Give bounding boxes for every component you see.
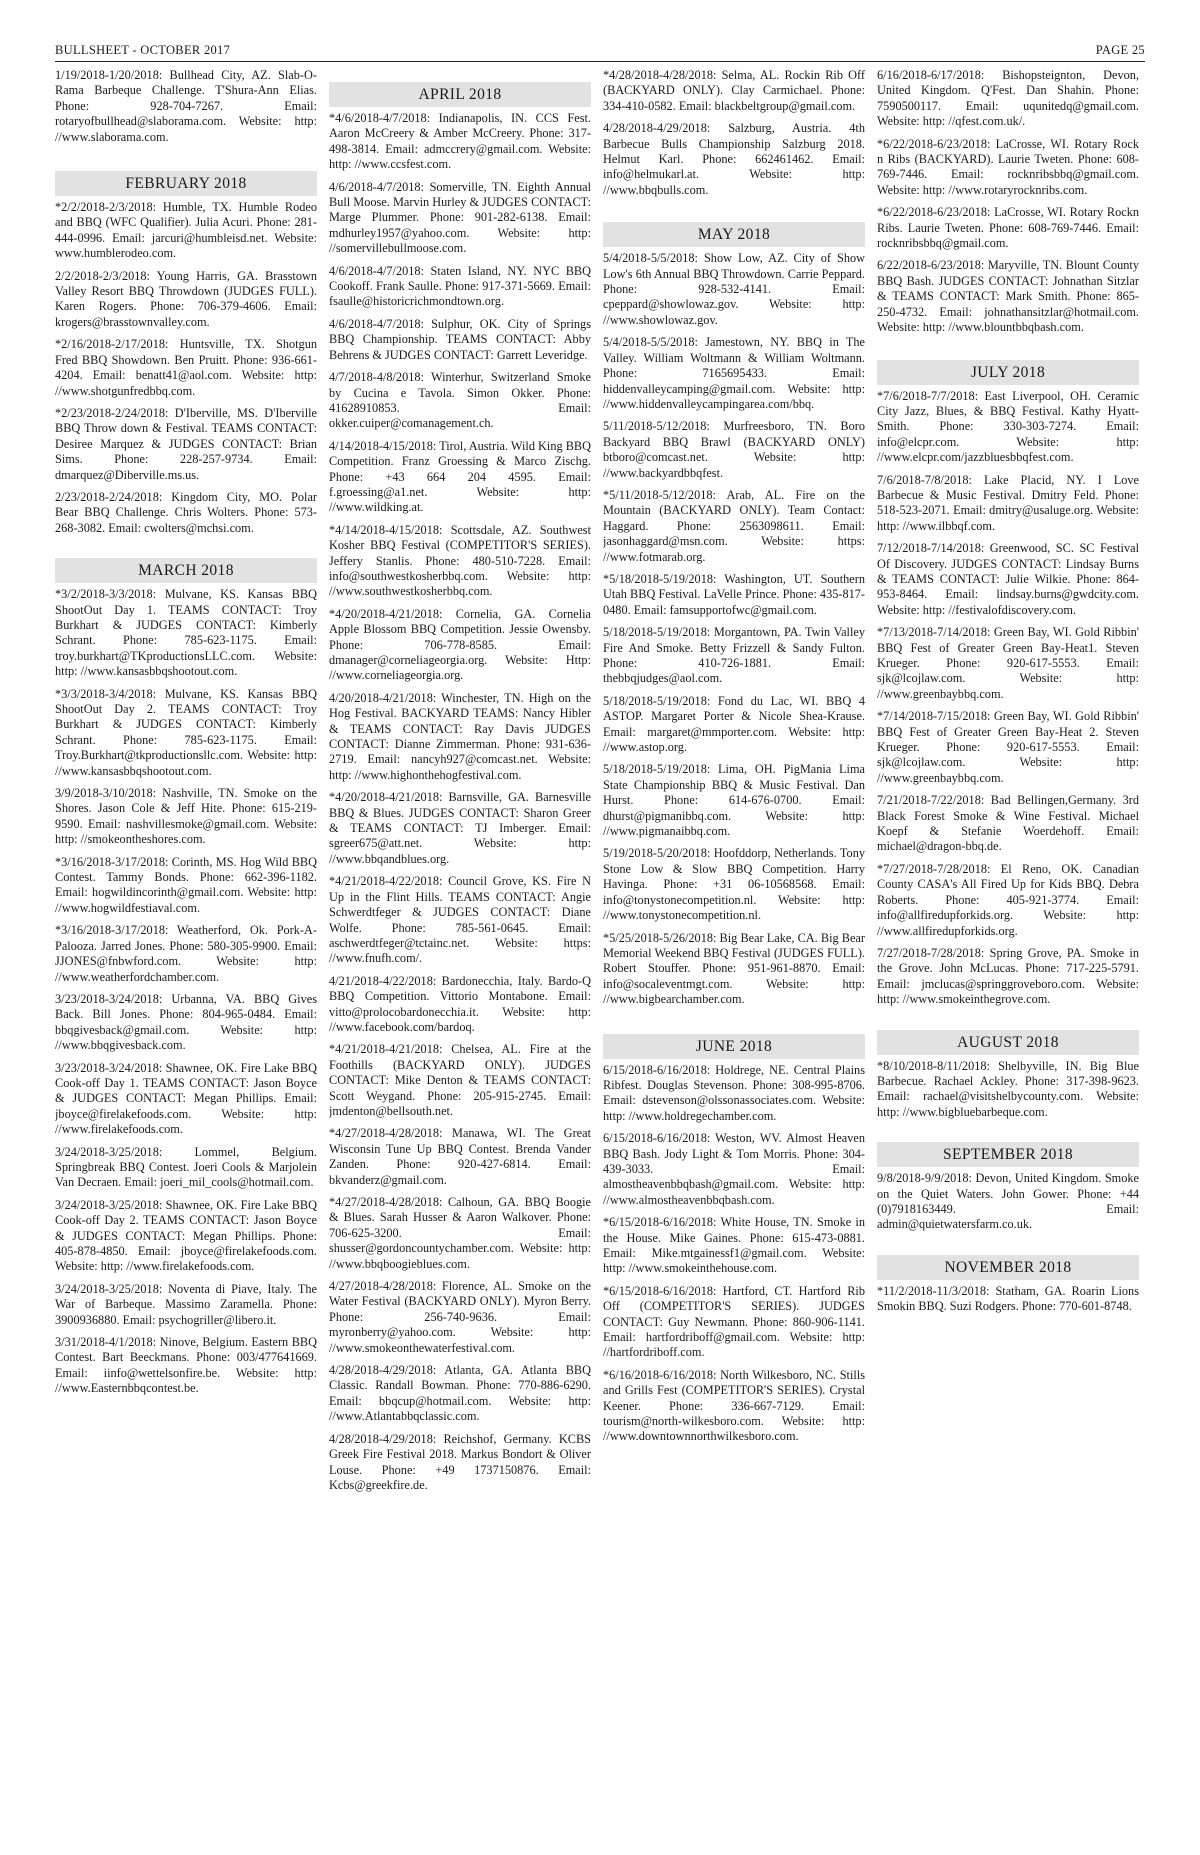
event-entry: *4/14/2018-4/15/2018: Scottsdale, AZ. Southwest Kosher BBQ Festival (COMPETITOR'S SERIES). Jeffery Stanlis. Phone: 480-510-7228. Email: info@southwestkosherbbq.com. Website: http: //www.southwestkosherbbq.com. xyxy=(329,522,591,599)
event-entry: *3/16/2018-3/17/2018: Weatherford, Ok. Pork-A-Palooza. Jarred Jones. Phone: 580-305-9900. Email: JJONES@fnbwford.com. Website: http: //www.weatherfordchamber.com. xyxy=(55,923,317,984)
event-entry: *6/15/2018-6/16/2018: White House, TN. Smoke in the House. Mike Gaines. Phone: 615-473-0881. Email: Mike.mtgainessf1@gmail.com. Website: http: //www.smokeinthehouse.com. xyxy=(603,1215,865,1276)
event-entry: 4/27/2018-4/28/2018: Florence, AL. Smoke on the Water Festival (BACKYARD ONLY). Myron Berry. Phone: 256-740-9636. Email: myronberry@yahoo.com. Website: http: //www.smokeonthewaterfestival.com. xyxy=(329,1279,591,1355)
event-entry: 4/14/2018-4/15/2018: Tirol, Austria. Wild King BBQ Competition. Franz Groessing & Marco Zischg. Phone: +43 664 204 4595. Email: f.groessing@a1.net. Website: http: //www.wildking.at. xyxy=(329,438,591,515)
event-entry: 5/19/2018-5/20/2018: Hoofddorp, Netherlands. Tony Stone Low & Slow BBQ Competition. Harry Havinga. Phone: +31 06-10568568. Email: info@tonystonecompetition.nl. Website: http: //www.tonystonecompetition.nl. xyxy=(603,846,865,923)
event-entry: 2/2/2018-2/3/2018: Young Harris, GA. Brasstown Valley Resort BBQ Throwdown (JUDGES FULL). Karen Rogers. Phone: 706-379-4606. Email: krogers@brasstownvalley.com. xyxy=(55,268,317,329)
event-entry: *2/16/2018-2/17/2018: Huntsville, TX. Shotgun Fred BBQ Showdown. Ben Pruitt. Phone: 936-661-4204. Email: benatt41@aol.com. Website: http: //www.shotgunfredbbq.com. xyxy=(55,337,317,398)
event-entry: *4/21/2018-4/21/2018: Chelsea, AL. Fire at the Foothills (BACKYARD ONLY). JUDGES CONTACT: Mike Denton & TEAMS CONTACT: Scott Weygand. Phone: 205-915-2745. Email: jmdenton@bellsouth.net. xyxy=(329,1042,591,1118)
event-entry: 2/23/2018-2/24/2018: Kingdom City, MO. Polar Bear BBQ Challenge. Chris Wolters. Phone: 573-268-3082. Email: cwolters@mchsi.com. xyxy=(55,489,317,535)
event-entry: 5/4/2018-5/5/2018: Jamestown, NY. BBQ in The Valley. William Woltmann & William Woltmann. Phone: 7165695433. Email: hiddenvalleycamping@gmail.com. Website: http: //www.hiddenvalleycampingarea.com/bbq. xyxy=(603,335,865,411)
event-entry: *3/3/2018-3/4/2018: Mulvane, KS. Kansas BBQ ShootOut Day 2. TEAMS CONTACT: Troy Burkhart & JUDGES CONTACT: Kimberly Schrant. Phone: 785-623-1175. Email: Troy.Burkhart@tkproductionsllc.com. Website: http: //www.kansasbbqshootout.com. xyxy=(55,686,317,778)
event-entry: 3/24/2018-3/25/2018: Noventa di Piave, Italy. The War of Barbeque. Massimo Zaramella. Phone: 3900936880. Email: psychogriller@libero.it. xyxy=(55,1281,317,1327)
event-entry: *3/16/2018-3/17/2018: Corinth, MS. Hog Wild BBQ Contest. Tammy Bonds. Phone: 662-396-1182. Email: hogwildincorinth@gmail.com. Website: http: //www.hogwildfestiaval.com. xyxy=(55,854,317,915)
event-entry: *3/2/2018-3/3/2018: Mulvane, KS. Kansas BBQ ShootOut Day 1. TEAMS CONTACT: Troy Burkhart & JUDGES CONTACT: Kimberly Schrant. Phone: 785-623-1175. Email: troy.burkhart@TKproductionsLLC.com. Website: http: //www.kansasbbqshootout.com. xyxy=(55,587,317,679)
event-entry: *4/27/2018-4/28/2018: Calhoun, GA. BBQ Boogie & Blues. Sarah Husser & Aaron Walkover. Phone: 706-625-3200. Email: shusser@gordoncountychamber.com. Website: http: //www.bbqboogieblues.com. xyxy=(329,1195,591,1271)
event-entry: *2/23/2018-2/24/2018: D'Iberville, MS. D'Iberville BBQ Throw down & Festival. TEAMS CONTACT: Desiree Marquez & JUDGES CONTACT: Brian Sims. Phone: 228-257-9734. Email: dmarquez@Diberville.ms.us. xyxy=(55,405,317,482)
publication-title: BULLSHEET - OCTOBER 2017 xyxy=(55,43,231,57)
month-heading: NOVEMBER 2018 xyxy=(877,1255,1139,1280)
event-entry: 6/15/2018-6/16/2018: Holdrege, NE. Central Plains Ribfest. Douglas Stevenson. Phone: 308-995-8706. Email: dstevenson@olssonassociates.com. Website: http: //www.holdregechamber.com. xyxy=(603,1062,865,1123)
month-section xyxy=(55,68,317,145)
event-entry: *7/6/2018-7/7/2018: East Liverpool, OH. Ceramic City Jazz, Blues, & BBQ Festival. Kathy Hyatt-Smith. Phone: 330-303-7274. Email: info@elcpr.com. Website: http: //www.elcpr.com/jazzbluesbbqfest.com. xyxy=(877,388,1139,465)
event-entry: 5/18/2018-5/19/2018: Lima, OH. PigMania Lima State Championship BBQ & Music Festival. Dan Hurst. Phone: 614-676-0700. Email: dhurst@pigmanibbq.com. Website: http: //www.pigmanaibbq.com. xyxy=(603,762,865,839)
event-entry: *8/10/2018-8/11/2018: Shelbyville, IN. Big Blue Barbecue. Rachael Ackley. Phone: 317-398-9623. Email: rachael@visitshelbycounty.com. Website: http: //www.bigbluebarbeque.com. xyxy=(877,1058,1139,1119)
event-entry: 4/6/2018-4/7/2018: Sulphur, OK. City of Springs BBQ Championship. TEAMS CONTACT: Abby Behrens & JUDGES CONTACT: Garrett Leveridge. xyxy=(329,316,591,362)
event-entry: *4/6/2018-4/7/2018: Indianapolis, IN. CCS Fest. Aaron McCreery & Amber McCreery. Phone: 317-498-3814. Email: admccrery@gmail.com. Website: http: //www.ccsfest.com. xyxy=(329,111,591,172)
month-section xyxy=(603,1034,865,1445)
event-entry: *6/15/2018-6/16/2018: Hartford, CT. Hartford Rib Off (COMPETITOR'S SERIES). JUDGES CONTACT: Guy Newmann. Phone: 860-906-1141. Email: hartfordriboff@gmail.com. Website: http: //hartfordriboff.com. xyxy=(603,1283,865,1360)
month-section xyxy=(877,68,1139,336)
page-header xyxy=(55,36,1145,62)
event-entry: 5/18/2018-5/19/2018: Fond du Lac, WI. BBQ 4 ASTOP. Margaret Porter & Nicole Shea-Krause. Email: margaret@mmporter.com. Website: http: //www.astop.org. xyxy=(603,693,865,755)
event-entry: *6/22/2018-6/23/2018: LaCrosse, WI. Rotary Rock n Ribs (BACKYARD). Laurie Tweten. Phone: 608-769-7446. Email: rocknribsbbq@gmail.com. Website: http: //www.rotaryrocknribs.com. xyxy=(877,136,1139,197)
event-entry: 1/19/2018-1/20/2018: Bullhead City, AZ. Slab-O-Rama Barbeque Challenge. T'Shura-Ann Elias. Phone: 928-704-7267. Email: rotaryofbullhead@slaborama.com. Website: http: //www.slaborama.com. xyxy=(55,68,317,144)
event-entry: 3/23/2018-3/24/2018: Shawnee, OK. Fire Lake BBQ Cook-off Day 1. TEAMS CONTACT: Jason Boyce & JUDGES CONTACT: Megan Phillips. Email: jboyce@firelakefoods.com. Website: http: //www.firelakefoods.com. xyxy=(55,1060,317,1137)
event-entry: 7/12/2018-7/14/2018: Greenwood, SC. SC Festival Of Discovery. JUDGES CONTACT: Lindsay Burns & TEAMS CONTACT: Julie Wilkie. Phone: 864-953-8464. Email: lindsay.burns@gwdcity.com. Website: http: //festivalofdiscovery.com. xyxy=(877,541,1139,617)
month-section xyxy=(55,558,317,1397)
event-entry: *11/2/2018-11/3/2018: Statham, GA. Roarin Lions Smokin BBQ. Suzi Rodgers. Phone: 770-601-8748. xyxy=(877,1283,1139,1314)
event-entry: 7/21/2018-7/22/2018: Bad Bellingen,Germany. 3rd Black Forest Smoke & Wine Festival. Michael Koepf & Stefanie Woerdehoff. Email: michael@dragon-bbq.de. xyxy=(877,793,1139,854)
column-2 xyxy=(329,68,591,1838)
event-columns xyxy=(55,68,1145,1838)
month-heading: MARCH 2018 xyxy=(55,558,317,583)
month-section xyxy=(877,1030,1139,1121)
month-section xyxy=(877,1255,1139,1315)
event-entry: 6/22/2018-6/23/2018: Maryville, TN. Blount County BBQ Bash. JUDGES CONTACT: Johnathan Sitzlar & TEAMS CONTACT: Mark Smith. Phone: 865-250-4732. Email: johnathansitzlar@hotmail.com. Website: http: //www.blountbbqbash.com. xyxy=(877,258,1139,335)
event-entry: 4/6/2018-4/7/2018: Staten Island, NY. NYC BBQ Cookoff. Frank Saulle. Phone: 917-371-5669. Email: fsaulle@historicrichmondtown.org. xyxy=(329,263,591,309)
event-entry: 7/27/2018-7/28/2018: Spring Grove, PA. Smoke in the Grove. John McLucas. Phone: 717-225-5791. Email: jmclucas@springgroveboro.com. Website: http: //www.smokeinthegrove.com. xyxy=(877,945,1139,1007)
event-entry: 5/4/2018-5/5/2018: Show Low, AZ. City of Show Low's 6th Annual BBQ Throwdown. Carrie Peppard. Phone: 928-532-4141. Email: cpeppard@showlowaz.gov. Website: http: //www.showlowaz.gov. xyxy=(603,251,865,327)
month-heading: MAY 2018 xyxy=(603,222,865,247)
event-entry: *7/13/2018-7/14/2018: Green Bay, WI. Gold Ribbin' BBQ Fest of Greater Green Bay-Heat1. Steven Krueger. Phone: 920-617-5553. Email: sjk@lcojlaw.com. Website: http: //www.greenbaybbq.com. xyxy=(877,625,1139,701)
month-section xyxy=(603,68,865,198)
event-entry: *2/2/2018-2/3/2018: Humble, TX. Humble Rodeo and BBQ (WFC Qualifier). Julia Acuri. Phone: 281-444-0996. Email: jarcuri@humbleisd.net. Website: www.humblerodeo.com. xyxy=(55,200,317,261)
event-entry: 4/28/2018-4/29/2018: Salzburg, Austria. 4th Barbecue Bulls Championship Salzburg 2018. Helmut Karl. Phone: 662461462. Email: info@helmukarl.at. Website: http: //www.bbqbulls.com. xyxy=(603,121,865,197)
event-entry: 4/28/2018-4/29/2018: Reichshof, Germany. KCBS Greek Fire Festival 2018. Markus Bondort & Oliver Louse. Phone: +49 1737150876. Email: Kcbs@greekfire.de. xyxy=(329,1431,591,1492)
month-heading: JULY 2018 xyxy=(877,360,1139,385)
event-entry: *6/16/2018-6/16/2018: North Wilkesboro, NC. Stills and Grills Fest (COMPETITOR'S SERIES). Crystal Keener. Phone: 336-667-7129. Email: tourism@north-wilkesboro.com. Website: http: //www.downtownnorthwilkesboro.com. xyxy=(603,1367,865,1444)
month-heading: AUGUST 2018 xyxy=(877,1030,1139,1055)
event-entry: *5/18/2018-5/19/2018: Washington, UT. Southern Utah BBQ Festival. LaVelle Prince. Phone: 435-817-0480. Email: famsupportofwc@gmail.com. xyxy=(603,571,865,617)
event-entry: 4/6/2018-4/7/2018: Somerville, TN. Eighth Annual Bull Moose. Marvin Hurley & JUDGES CONTACT: Marge Plummer. Phone: 901-282-6138. Email: mdhurley1957@yahoo.com. Website: http: //somervillebullmoose.com. xyxy=(329,179,591,256)
event-entry: 3/24/2018-3/25/2018: Lommel, Belgium. Springbreak BBQ Contest. Joeri Cools & Marjolein Van Decraen. Email: joeri_mil_cools@hotmail.com. xyxy=(55,1144,317,1190)
event-entry: 3/23/2018-3/24/2018: Urbanna, VA. BBQ Gives Back. Bill Jones. Phone: 804-965-0484. Email: bbqgivesback@gmail.com. Website: http: //www.bbqgivesback.com. xyxy=(55,991,317,1053)
month-section xyxy=(603,222,865,1007)
event-entry: 5/11/2018-5/12/2018: Murfreesboro, TN. Boro Backyard BBQ Brawl (BACKYARD ONLY) btboro@comcast.net. Website: http: //www.backyardbbqfest. xyxy=(603,419,865,480)
event-entry: *4/27/2018-4/28/2018: Manawa, WI. The Great Wisconsin Tune Up BBQ Contest. Brenda Vander Zanden. Phone: 920-427-6814. Email: bkvanderz@gmail.com. xyxy=(329,1126,591,1187)
month-section xyxy=(877,360,1139,1008)
event-entry: *6/22/2018-6/23/2018: LaCrosse, WI. Rotary Rockn Ribs. Laurie Tweten. Phone: 608-769-7446. Email: rocknribsbbq@gmail.com. xyxy=(877,205,1139,251)
month-section xyxy=(55,171,317,536)
month-heading: FEBRUARY 2018 xyxy=(55,171,317,196)
event-entry: 3/31/2018-4/1/2018: Ninove, Belgium. Eastern BBQ Contest. Bart Beeckmans. Phone: 003/477641669. Email: iinfo@wettelsonfire.be. Website: http: //www.Easternbbqcontest.be. xyxy=(55,1335,317,1396)
event-entry: *4/20/2018-4/21/2018: Barnsville, GA. Barnesville BBQ & Blues. JUDGES CONTACT: Sharon Greer & TEAMS CONTACT: TJ Imberger. Email: sgreer675@att.net. Website: http: //www.bbqandblues.org. xyxy=(329,790,591,866)
event-entry: *4/20/2018-4/21/2018: Cornelia, GA. Cornelia Apple Blossom BBQ Competition. Jessie Owensby. Phone: 706-778-8585. Email: dmanager@corneliageorgia.org. Website: Http: //www.corneliageorgia.org. xyxy=(329,606,591,683)
month-heading: JUNE 2018 xyxy=(603,1034,865,1059)
column-4 xyxy=(877,68,1139,1838)
event-entry: *5/25/2018-5/26/2018: Big Bear Lake, CA. Big Bear Memorial Weekend BBQ Festival (JUDGES FULL). Robert Stouffer. Phone: 951-961-8870. Email: info@socaleventmgt.com. Website: http: //www.bigbearchamber.com. xyxy=(603,930,865,1007)
event-entry: 6/15/2018-6/16/2018: Weston, WV. Almost Heaven BBQ Bash. Jody Light & Tom Morris. Phone: 304-439-3033. Email: almostheavenbbqbash@gmail.com. Website: http: //www.almostheavenbbqbash.com. xyxy=(603,1131,865,1207)
event-entry: *7/14/2018-7/15/2018: Green Bay, WI. Gold Ribbin' BBQ Fest of Greater Green Bay-Heat 2. Steven Krueger. Phone: 920-617-5553. Email: sjk@lcojlaw.com. Website: http: //www.greenbaybbq.com. xyxy=(877,709,1139,785)
event-entry: 6/16/2018-6/17/2018: Bishopsteignton, Devon, United Kingdom. Q'Fest. Dan Shahin. Phone: 7590500117. Email: uqunitedq@gmail.com. Website: http: //qfest.com.uk/. xyxy=(877,68,1139,129)
event-entry: 4/28/2018-4/29/2018: Atlanta, GA. Atlanta BBQ Classic. Randall Bowman. Phone: 770-886-6290. Email: bbqcup@hotmail.com. Website: http: //www.Atlantabbqclassic.com. xyxy=(329,1363,591,1424)
event-entry: 9/8/2018-9/9/2018: Devon, United Kingdom. Smoke on the Quiet Waters. John Gower. Phone: +44 (0)7918163449. Email: admin@quietwatersfarm.co.uk. xyxy=(877,1171,1139,1232)
event-entry: 4/7/2018-4/8/2018: Winterhur, Switzerland Smoke by Cucina e Tavola. Simon Okker. Phone: 41628910853. Email: okker.cuiper@comanagement.ch. xyxy=(329,370,591,431)
column-3 xyxy=(603,68,865,1838)
month-section xyxy=(329,82,591,1493)
event-entry: *7/27/2018-7/28/2018: El Reno, OK. Canadian County CASA's All Fired Up for Kids BBQ. Debra Roberts. Phone: 405-921-3774. Email: info@allfiredupforkids.org. Website: http: //www.allfiredupforkids.org. xyxy=(877,861,1139,938)
event-entry: 7/6/2018-7/8/2018: Lake Placid, NY. I Love Barbecue & Music Festival. Dmitry Feld. Phone: 518-523-2071. Email: dmitry@usaluge.org. Website: http: //www.ilbbqf.com. xyxy=(877,472,1139,533)
event-entry: 3/9/2018-3/10/2018: Nashville, TN. Smoke on the Shores. Jason Cole & Jeff Hite. Phone: 615-219-9590. Email: nashvillesmoke@gmail.com. Website: http: //smokeontheshores.com. xyxy=(55,786,317,847)
event-entry: *4/21/2018-4/22/2018: Council Grove, KS. Fire N Up in the Flint Hills. TEAMS CONTACT: Angie Schwerdtfeger & JUDGES CONTACT: Diane Wolfe. Phone: 785-561-0645. Email: aschwerdtfeger@tctainc.net. Website: https: //www.fnufh.com/. xyxy=(329,874,591,966)
month-heading: SEPTEMBER 2018 xyxy=(877,1142,1139,1167)
event-entry: 5/18/2018-5/19/2018: Morgantown, PA. Twin Valley Fire And Smoke. Betty Frizzell & Sandy Fulton. Phone: 410-726-1881. Email: thebbqjudges@aol.com. xyxy=(603,625,865,686)
event-entry: 4/20/2018-4/21/2018: Winchester, TN. High on the Hog Festival. BACKYARD TEAMS: Nancy Hibler & TEAMS CONTACT: Ray Davis JUDGES CONTACT: Dianne Zimmerman. Phone: 931-636-2719. Email: nancyh927@comcast.net. Website: http: //www.highonthehogfestival.com. xyxy=(329,690,591,782)
month-heading: APRIL 2018 xyxy=(329,82,591,107)
column-1 xyxy=(55,68,317,1838)
event-entry: *4/28/2018-4/28/2018: Selma, AL. Rockin Rib Off (BACKYARD ONLY). Clay Carmichael. Phone: 334-410-0582. Email: blackbeltgroup@gmail.com. xyxy=(603,68,865,113)
event-entry: *5/11/2018-5/12/2018: Arab, AL. Fire on the Mountain (BACKYARD ONLY). Team Contact: Haggard. Phone: 2563098611. Email: jasonhaggard@msn.com. Website: https: //www.fotmarab.org. xyxy=(603,487,865,564)
month-section xyxy=(877,1142,1139,1233)
event-entry: 4/21/2018-4/22/2018: Bardonecchia, Italy. Bardo-Q BBQ Competition. Vittorio Montabone. Email: vitto@prolocobardonecchia.it. Website: http: //www.facebook.com/bardoq. xyxy=(329,973,591,1034)
page-number: PAGE 25 xyxy=(1095,43,1145,57)
event-entry: 3/24/2018-3/25/2018: Shawnee, OK. Fire Lake BBQ Cook-off Day 2. TEAMS CONTACT: Jason Boyce & JUDGES CONTACT: Megan Phillips. Phone: 405-878-4850. Email: jboyce@firelakefoods.com. Website: http: //www.firelakefoods.com. xyxy=(55,1197,317,1274)
